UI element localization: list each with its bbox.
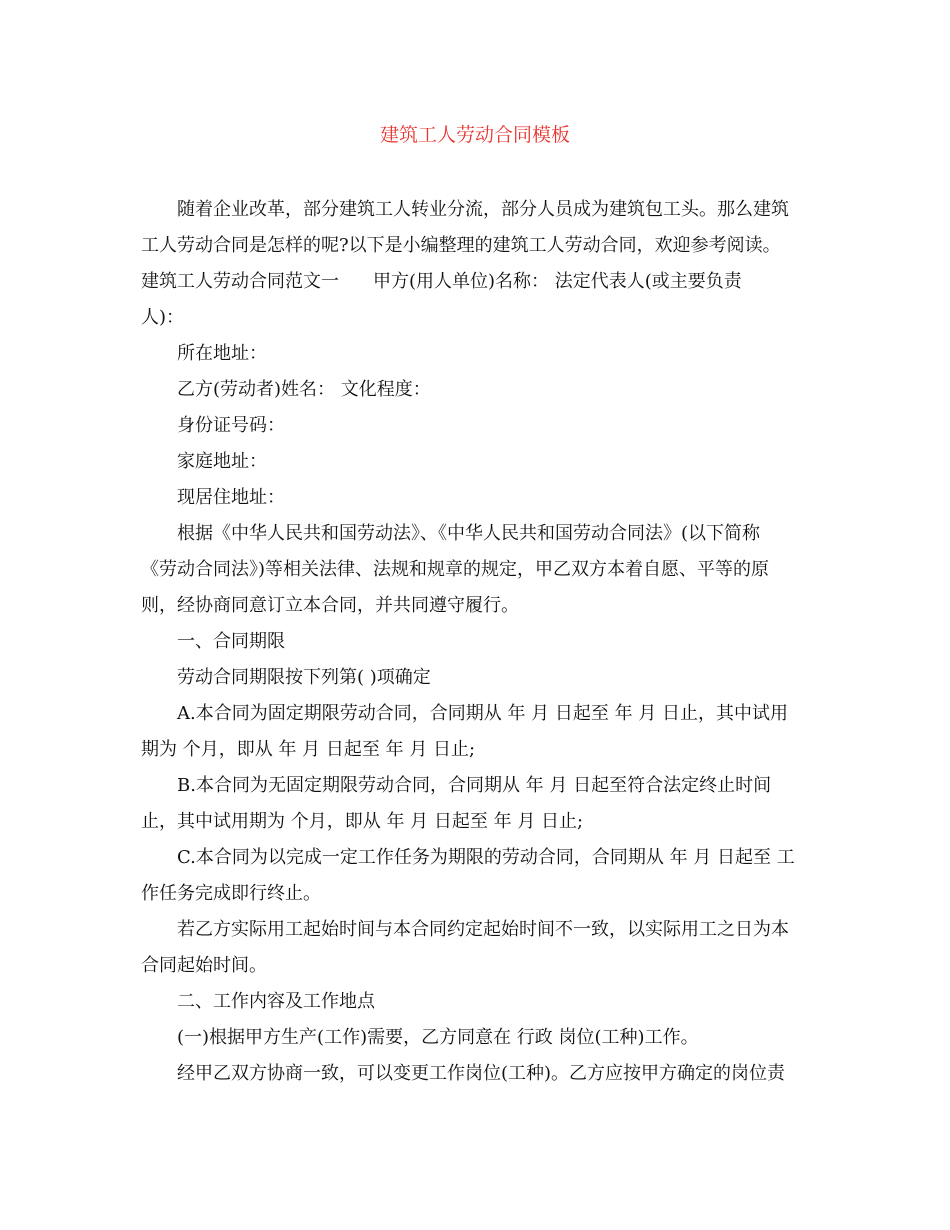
section-heading: 一、合同期限 xyxy=(177,631,285,652)
clause-a-line: 期为 个月，即从 年 月 日起至 年 月 日止; xyxy=(141,739,476,760)
employer-name-label: 甲方(用人单位)名称： 法定代表人(或主要负责 xyxy=(373,271,742,292)
paragraph-line-sample-heading xyxy=(141,264,816,300)
paragraph-line: 则，经协商同意订立本合同，并共同遵守履行。 xyxy=(141,595,519,616)
home-address-line: 家庭地址： xyxy=(177,451,267,472)
paragraph-line: 工人劳动合同是怎样的呢?以下是小编整理的建筑工人劳动合同，欢迎参考阅读。 xyxy=(141,235,781,256)
document-title: 建筑工人劳动合同模板 xyxy=(379,124,570,146)
clause-c-line: 作任务完成即行终止。 xyxy=(141,883,321,904)
paragraph-line: 根据《中华人民共和国劳动法》、《中华人民共和国劳动合同法》(以下简称 xyxy=(177,523,761,544)
id-number-line: 身份证号码： xyxy=(177,415,285,436)
document-body xyxy=(141,192,816,1092)
sample-contract-label: 建筑工人劳动合同范文一 xyxy=(141,271,339,292)
paragraph-line: 合同起始时间。 xyxy=(141,955,267,976)
clause-c-line: C.本合同为以完成一定工作任务为期限的劳动合同，合同期从 年 月 日起至 工 xyxy=(177,847,795,868)
clause-a-line: A.本合同为固定期限劳动合同，合同期从 年 月 日起至 年 月 日止，其中试用 xyxy=(177,703,789,724)
section-heading: 二、工作内容及工作地点 xyxy=(177,991,375,1012)
paragraph-line: 《劳动合同法》)等相关法律、法规和规章的规定，甲乙双方本着自愿、平等的原 xyxy=(141,559,770,580)
address-line: 所在地址： xyxy=(177,343,267,364)
current-address-line: 现居住地址： xyxy=(177,487,285,508)
paragraph-line: 劳动合同期限按下列第( )项确定 xyxy=(177,667,431,688)
paragraph-line: 随着企业改革，部分建筑工人转业分流，部分人员成为建筑包工头。那么建筑 xyxy=(177,199,789,220)
paragraph-line: (一)根据甲方生产(工作)需要，乙方同意在 行政 岗位(工种)工作。 xyxy=(177,1027,699,1048)
employee-name-line: 乙方(劳动者)姓名： 文化程度： xyxy=(177,379,431,400)
paragraph-line: 人)： xyxy=(141,307,185,328)
clause-b-line: 止，其中试用期为 个月，即从 年 月 日起至 年 月 日止; xyxy=(141,811,584,832)
clause-b-line: B.本合同为无固定期限劳动合同，合同期从 年 月 日起至符合法定终止时间 xyxy=(177,775,772,796)
paragraph-line: 若乙方实际用工起始时间与本合同约定起始时间不一致，以实际用工之日为本 xyxy=(177,919,789,940)
paragraph-line: 经甲乙双方协商一致，可以变更工作岗位(工种)。乙方应按甲方确定的岗位责 xyxy=(177,1063,786,1084)
